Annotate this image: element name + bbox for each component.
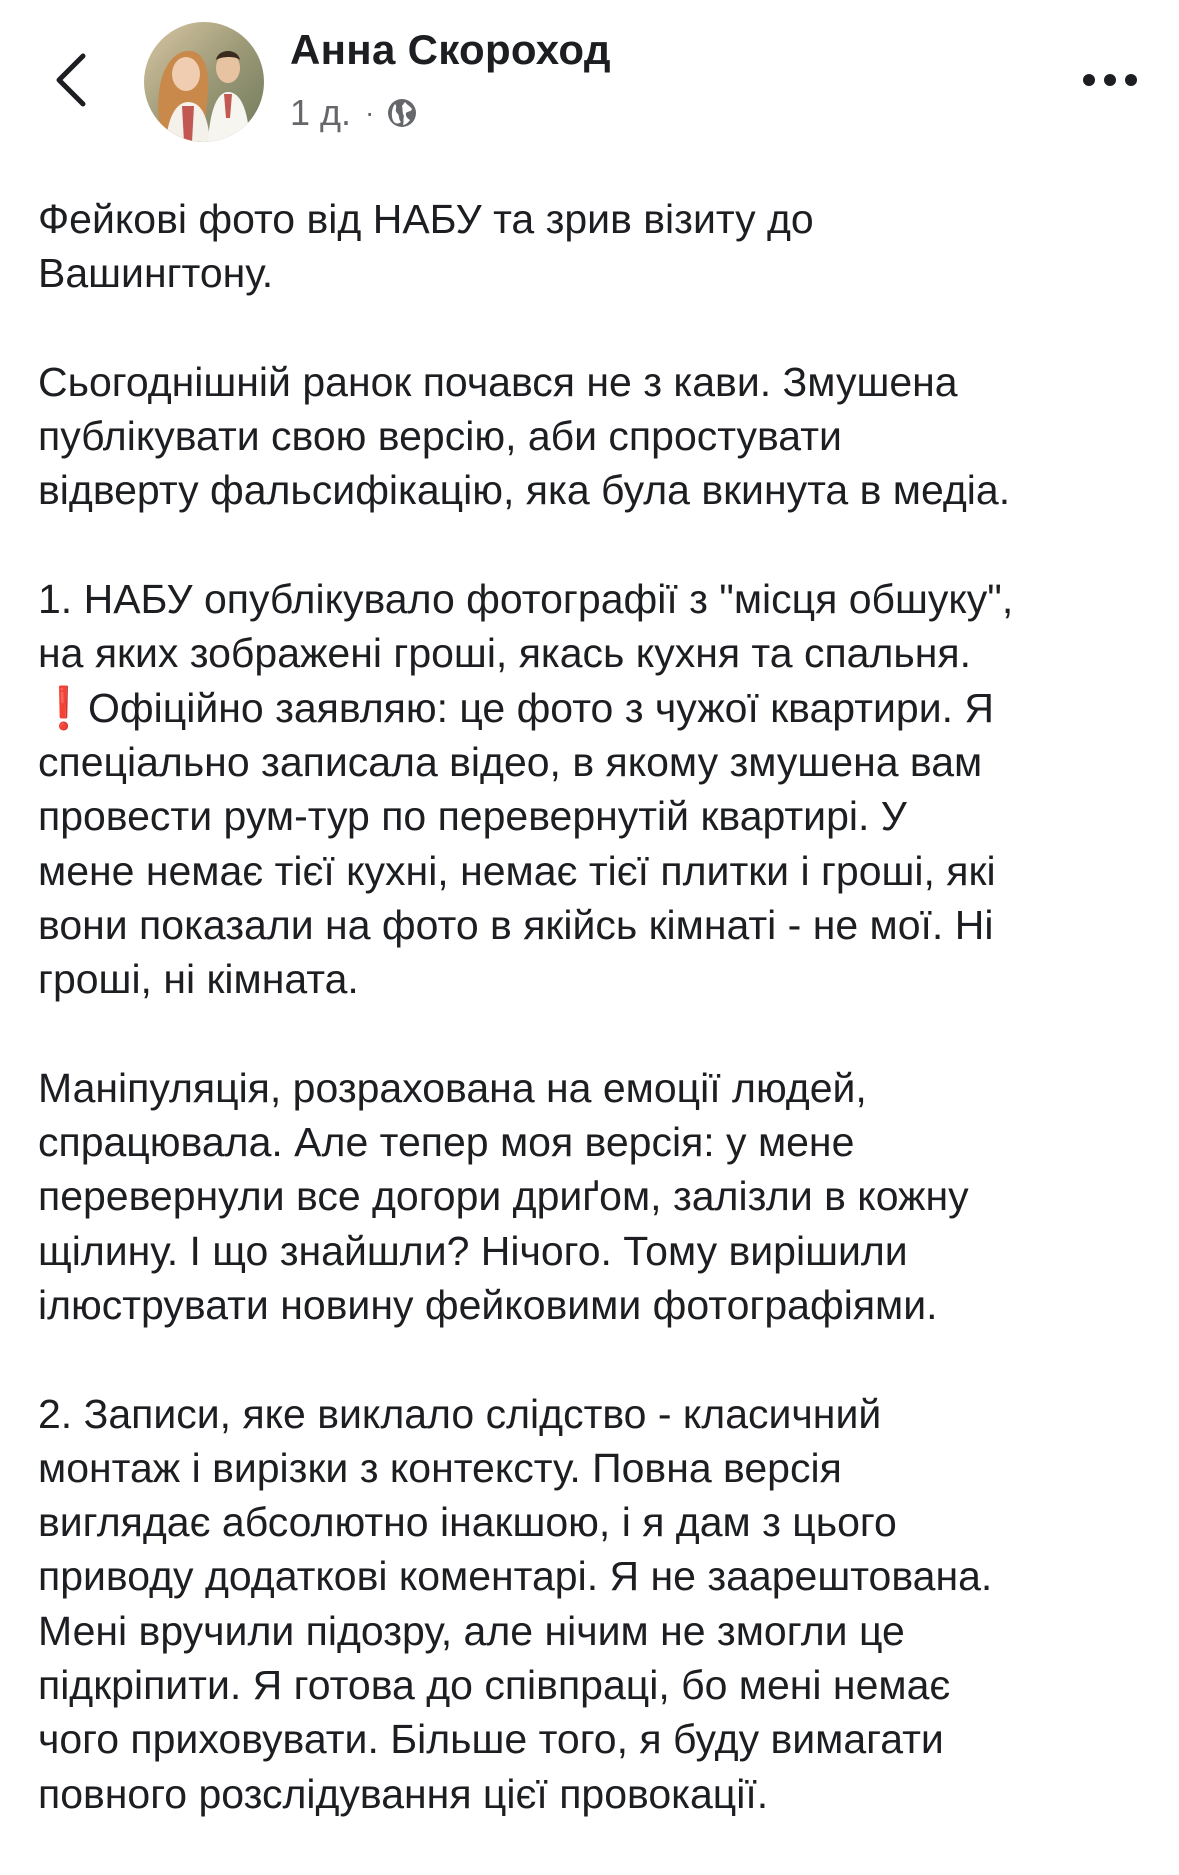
post-time[interactable]: 1 д. [290,92,352,133]
author-name[interactable]: Анна Скороход [290,26,611,73]
text-line: спрацювала. Але тепер моя версія: у мене [38,1119,855,1166]
avatar-photo [144,22,264,142]
text-line: на яких зображені гроші, якась кухня та спальня. [38,630,971,677]
paragraph-4 [38,1387,1148,1821]
post-text [38,192,1148,1875]
text-line: спеціально записала відео, в якому змушена вам [38,738,983,785]
text-line: чого приховувати. Більше того, я буду вимагати [38,1716,944,1763]
text-line: провести рум-тур по перевернутій квартирі. У [38,793,907,840]
post-meta [290,88,418,138]
text-line: перевернули все догори дриґом, залізли в кожну [38,1173,969,1220]
text-line: гроші, ні кімната. [38,956,359,1003]
exclamation-icon: ❗ [38,684,90,731]
text-line: 1. НАБУ опублікувало фотографії з "місця обшуку", [38,576,1014,623]
text-line: вони показали на фото в якійсь кімнаті - не мої. Ні [38,901,994,948]
text-line: Мені вручили підозру, але нічим не змогли це [38,1607,905,1654]
avatar[interactable] [144,22,264,142]
post-header [0,0,1179,160]
text-line-with-emoji [38,681,1148,735]
text-line: Маніпуляція, розрахована на емоції людей, [38,1064,867,1111]
text-line: публікувати свою версію, аби спростувати [38,413,842,460]
text-line: відверту фальсифікацію, яка була вкинута в медіа. [38,467,1011,514]
text-line: Фейкові фото від НАБУ та зрив візиту до [38,196,814,242]
text-line: Вашингтону. [38,250,274,297]
text-line: монтаж і вирізки з контексту. Повна версія [38,1444,842,1491]
post-title-paragraph [38,192,1148,301]
meta-separator: · [365,97,375,128]
text-line: виглядає абсолютно інакшою, і я дам з цього [38,1499,897,1546]
paragraph-2 [38,572,1148,1006]
text-line: повного розслідування цієї провокації. [38,1770,769,1817]
text-line: ілюструвати новину фейковими фотографіями. [38,1281,938,1328]
text-line: підкріпити. Я готова до співпраці, бо мені немає [38,1662,951,1709]
text-line: 2. Записи, яке виклало слідство - класичний [38,1390,882,1437]
more-horizontal-icon [1082,73,1138,87]
text-line: мене немає тієї кухні, немає тієї плитки і гроші, які [38,847,996,894]
text-line: Офіційно заявляю: це фото з чужої квартири. Я [88,684,994,731]
text-line: приводу додаткові коментарі. Я не заарештована. [38,1553,993,1600]
more-options-button[interactable] [1075,50,1145,110]
paragraph-1 [38,355,1148,518]
back-button[interactable] [40,40,100,120]
text-line: щілину. І що знайшли? Нічого. Тому вирішили [38,1227,908,1274]
paragraph-3 [38,1061,1148,1332]
text-line: Сьогоднішній ранок почався не з кави. Змушена [38,358,958,405]
chevron-left-icon [53,52,87,108]
globe-icon [386,97,418,129]
